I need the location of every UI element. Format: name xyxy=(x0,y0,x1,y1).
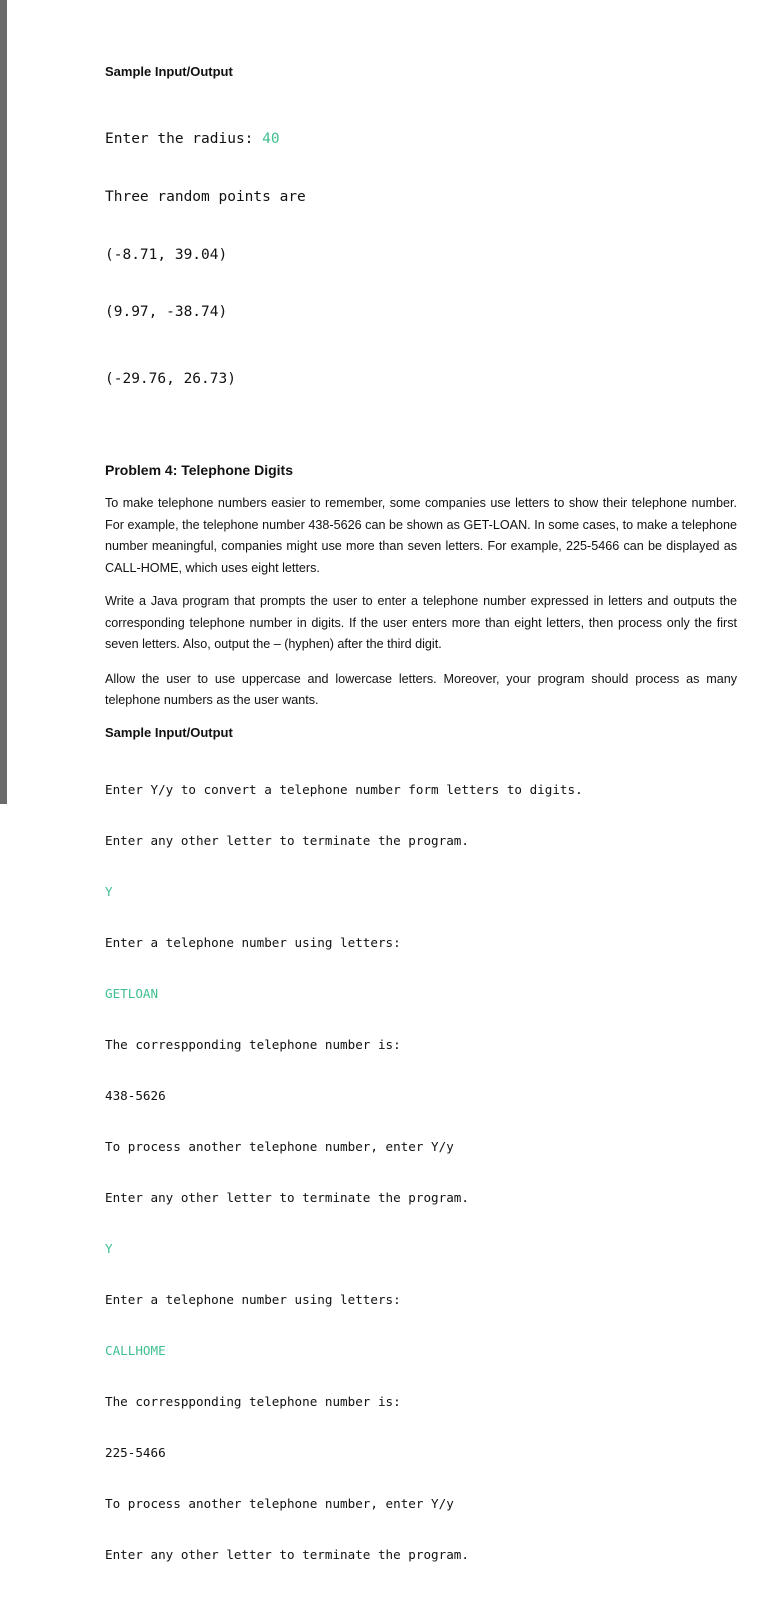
console-line: Enter a telephone number using letters: xyxy=(105,1291,401,1307)
console-line: Enter a telephone number using letters: xyxy=(105,934,401,950)
console-line: (-29.76, 26.73) xyxy=(105,370,236,387)
paragraph-3: Allow the user to use uppercase and lowercase letters. Moreover, your program should process as many telephone numbers as the user wants. xyxy=(105,671,737,708)
sample-output-1 xyxy=(105,92,737,427)
problem-title: Problem 4: Telephone Digits xyxy=(105,462,293,479)
sample-output-2 xyxy=(105,747,737,1597)
console-line: The correspponding telephone number is: xyxy=(105,1036,401,1052)
console-input-line: Y xyxy=(105,883,113,899)
console-line: Enter any other letter to terminate the program. xyxy=(105,832,469,848)
console-line: The correspponding telephone number is: xyxy=(105,1393,401,1409)
console-line: 438-5626 xyxy=(105,1087,166,1103)
console-line: (9.97, -38.74) xyxy=(105,304,228,321)
radius-input: 40 xyxy=(262,131,280,148)
console-line: To process another telephone number, enter Y/y xyxy=(105,1495,454,1511)
console-input-line: GETLOAN xyxy=(105,985,159,1001)
console-line xyxy=(105,130,737,149)
console-line: To process another telephone number, enter Y/y xyxy=(105,1138,454,1154)
console-line: 225-5466 xyxy=(105,1444,166,1460)
sample-heading-1: Sample Input/Output xyxy=(105,64,233,79)
document-page xyxy=(7,0,775,1562)
paragraph-2: Write a Java program that prompts the user to enter a telephone number expressed in letters and outputs the corresponding telephone number in digits. If the user enters more than eight letters, then process only the first seven letters. Also, output the – (hyphen) after the third digit. xyxy=(105,594,737,652)
console-line: Enter any other letter to terminate the program. xyxy=(105,1546,469,1562)
console-input-line: Y xyxy=(105,1240,113,1256)
document-content xyxy=(105,64,737,1597)
left-margin-bar xyxy=(0,0,7,804)
console-line: Enter Y/y to convert a telephone number form letters to digits. xyxy=(105,781,583,797)
paragraph-1: To make telephone numbers easier to remember, some companies use letters to show their telephone number. For example, the telephone number 438-5626 can be shown as GET-LOAN. In some cases, to make a telephone number meaningful, companies might use more than seven letters. For example, 225-5466 can be displayed as CALL-HOME, which uses eight letters. xyxy=(105,496,737,575)
console-line: Enter any other letter to terminate the program. xyxy=(105,1189,469,1205)
console-line: Three random points are xyxy=(105,189,306,206)
sample-heading-2: Sample Input/Output xyxy=(105,724,233,740)
console-line: (-8.71, 39.04) xyxy=(105,246,228,263)
radius-prompt: Enter the radius: xyxy=(105,131,263,148)
console-input-line: CALLHOME xyxy=(105,1342,166,1358)
